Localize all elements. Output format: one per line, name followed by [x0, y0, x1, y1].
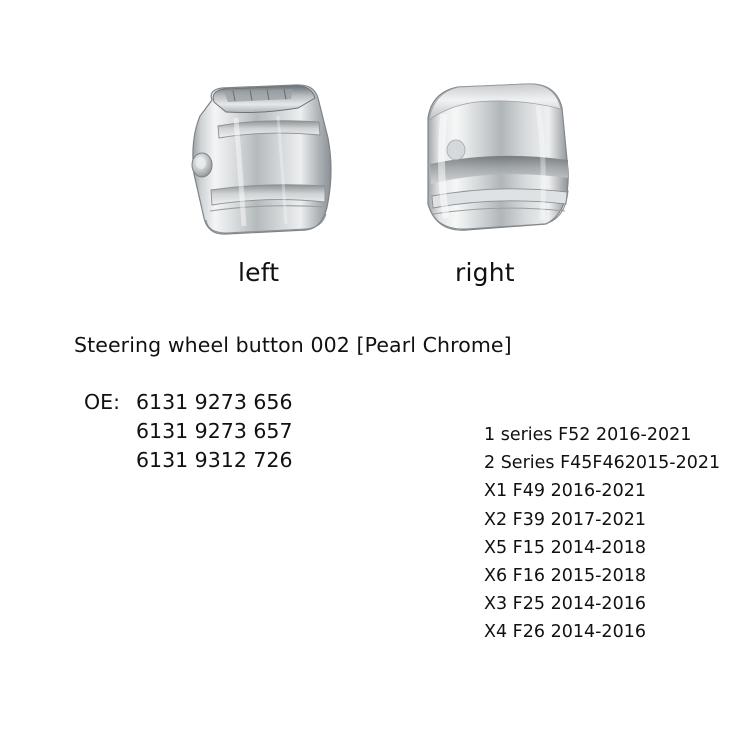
oe-line-1 [84, 388, 293, 417]
fitment-item: X4 F26 2014-2016 [484, 622, 646, 643]
fitment-item: X5 F15 2014-2018 [484, 537, 646, 558]
fitment-item: X2 F39 2017-2021 [484, 509, 646, 530]
caption-row [0, 258, 750, 298]
oe-number-2: 6131 9273 657 [136, 419, 293, 443]
fitment-item: 1 series F52 2016-2021 [484, 425, 692, 445]
oe-label: OE: [84, 390, 120, 414]
product-image-left-button [178, 78, 342, 246]
caption-left: left [238, 258, 280, 287]
fitment-item: X1 F49 2016-2021 [484, 481, 646, 502]
right-button-illustration [410, 78, 582, 246]
product-image-group [0, 78, 750, 288]
oe-line-2 [84, 417, 293, 446]
left-button-illustration [178, 78, 342, 246]
oe-line-3 [84, 446, 293, 475]
fitment-item: X3 F25 2014-2016 [484, 594, 646, 615]
fitment-list [484, 421, 720, 647]
oe-number-block [84, 388, 293, 475]
oe-number-3: 6131 9312 726 [136, 448, 293, 472]
oe-number-1: 6131 9273 656 [136, 390, 293, 414]
caption-right: right [455, 258, 515, 287]
product-title: Steering wheel button 002 [Pearl Chrome] [74, 333, 512, 357]
fitment-item: 2 Series F45F462015-2021 [484, 453, 721, 474]
fitment-item: X6 F16 2015-2018 [484, 566, 646, 587]
product-image-right-button [410, 78, 582, 246]
